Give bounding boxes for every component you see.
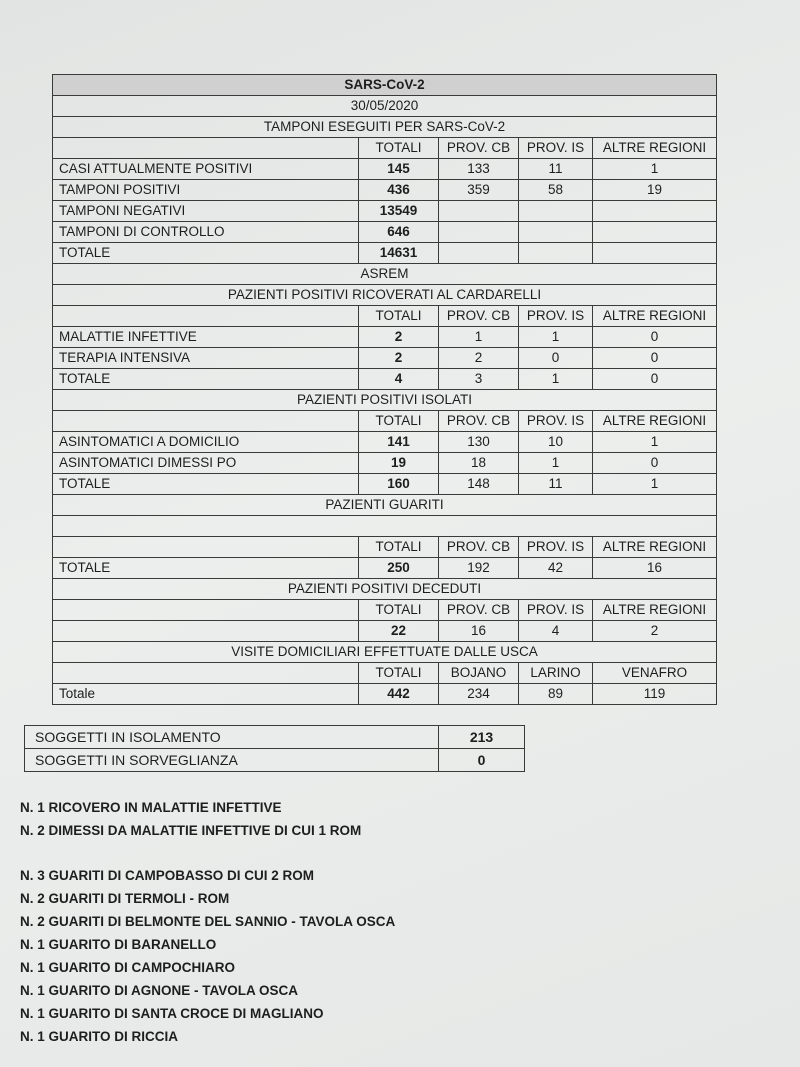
col-prov-is: PROV. IS xyxy=(519,537,593,558)
note-line: N. 3 GUARITI DI CAMPOBASSO DI CUI 2 ROM xyxy=(20,868,315,883)
note-line: N. 1 GUARITO DI AGNONE - TAVOLA OSCA xyxy=(20,983,299,998)
ricoverati-header: PAZIENTI POSITIVI RICOVERATI AL CARDARELLI xyxy=(53,285,717,306)
value-prov-cb xyxy=(439,201,519,222)
value-altre: 1 xyxy=(593,159,717,180)
report-title: SARS-CoV-2 xyxy=(53,75,717,96)
value-prov-cb: 148 xyxy=(439,474,519,495)
tamponi-header: TAMPONI ESEGUITI PER SARS-CoV-2 xyxy=(53,117,717,138)
col-altre-regioni: ALTRE REGIONI xyxy=(593,138,717,159)
row-label: TAMPONI NEGATIVI xyxy=(53,201,359,222)
col-prov-cb: PROV. CB xyxy=(439,306,519,327)
row-label: TERAPIA INTENSIVA xyxy=(53,348,359,369)
value-prov-cb: 192 xyxy=(439,558,519,579)
note-line: N. 1 GUARITO DI BARANELLO xyxy=(20,937,217,952)
row-label: SOGGETTI IN ISOLAMENTO xyxy=(25,726,439,749)
value-isolamento: 213 xyxy=(439,726,525,749)
soggetti-table xyxy=(24,725,525,772)
row-label: TOTALE xyxy=(53,558,359,579)
section-header xyxy=(53,117,717,138)
report-date: 30/05/2020 xyxy=(53,96,717,117)
value-larino: 89 xyxy=(519,684,593,705)
table-row xyxy=(53,474,717,495)
value-prov-cb: 2 xyxy=(439,348,519,369)
title-row xyxy=(53,75,717,96)
value-totali: 2 xyxy=(359,348,439,369)
value-prov-is: 10 xyxy=(519,432,593,453)
note-line: N. 1 GUARITO DI RICCIA xyxy=(20,1029,179,1044)
value-prov-is: 0 xyxy=(519,348,593,369)
section-header xyxy=(53,390,717,411)
col-totali: TOTALI xyxy=(359,663,439,684)
column-header-row xyxy=(53,600,717,621)
value-prov-is: 11 xyxy=(519,474,593,495)
blank-cell xyxy=(53,516,717,537)
usca-header: VISITE DOMICILIARI EFFETTUATE DALLE USCA xyxy=(53,642,717,663)
value-altre: 1 xyxy=(593,474,717,495)
col-totali: TOTALI xyxy=(359,138,439,159)
col-totali: TOTALI xyxy=(359,306,439,327)
value-totali: 145 xyxy=(359,159,439,180)
column-header-row xyxy=(53,537,717,558)
value-prov-cb: 359 xyxy=(439,180,519,201)
value-totali: 160 xyxy=(359,474,439,495)
table-row xyxy=(53,432,717,453)
blank-cell xyxy=(53,306,359,327)
note-line: N. 2 DIMESSI DA MALATTIE INFETTIVE DI CUI 1 ROM xyxy=(20,823,362,838)
section-header xyxy=(53,579,717,600)
note-line: N. 1 GUARITO DI SANTA CROCE DI MAGLIANO xyxy=(20,1006,324,1021)
value-totali: 646 xyxy=(359,222,439,243)
column-header-row xyxy=(53,306,717,327)
row-label: TAMPONI DI CONTROLLO xyxy=(53,222,359,243)
value-totali: 13549 xyxy=(359,201,439,222)
value-prov-is: 1 xyxy=(519,453,593,474)
value-prov-is: 42 xyxy=(519,558,593,579)
col-bojano: BOJANO xyxy=(439,663,519,684)
value-prov-is: 58 xyxy=(519,180,593,201)
report-sheet xyxy=(52,74,716,705)
value-prov-is: 11 xyxy=(519,159,593,180)
value-totali: 19 xyxy=(359,453,439,474)
table-row xyxy=(53,558,717,579)
value-totali: 22 xyxy=(359,621,439,642)
value-altre: 2 xyxy=(593,621,717,642)
table-row xyxy=(53,180,717,201)
note-line: N. 2 GUARITI DI TERMOLI - ROM xyxy=(20,891,230,906)
row-label: TOTALE xyxy=(53,474,359,495)
col-altre-regioni: ALTRE REGIONI xyxy=(593,600,717,621)
note-line: N. 2 GUARITI DI BELMONTE DEL SANNIO - TAVOLA OSCA xyxy=(20,914,396,929)
table-row xyxy=(53,348,717,369)
section-header xyxy=(53,264,717,285)
table-row xyxy=(53,222,717,243)
value-prov-cb xyxy=(439,243,519,264)
row-label: ASINTOMATICI DIMESSI PO xyxy=(53,453,359,474)
deceduti-header: PAZIENTI POSITIVI DECEDUTI xyxy=(53,579,717,600)
value-prov-cb: 3 xyxy=(439,369,519,390)
value-sorveglianza: 0 xyxy=(439,749,525,772)
value-altre: 0 xyxy=(593,453,717,474)
section-header xyxy=(53,285,717,306)
column-header-row xyxy=(53,138,717,159)
value-altre: 16 xyxy=(593,558,717,579)
col-prov-cb: PROV. CB xyxy=(439,411,519,432)
value-altre: 0 xyxy=(593,369,717,390)
value-totali: 436 xyxy=(359,180,439,201)
value-totali: 442 xyxy=(359,684,439,705)
table-row xyxy=(53,201,717,222)
value-prov-is xyxy=(519,201,593,222)
table-row xyxy=(53,243,717,264)
col-altre-regioni: ALTRE REGIONI xyxy=(593,411,717,432)
table-row xyxy=(25,749,525,772)
col-prov-cb: PROV. CB xyxy=(439,600,519,621)
col-altre-regioni: ALTRE REGIONI xyxy=(593,537,717,558)
col-altre-regioni: ALTRE REGIONI xyxy=(593,306,717,327)
value-altre: 0 xyxy=(593,327,717,348)
isolati-header: PAZIENTI POSITIVI ISOLATI xyxy=(53,390,717,411)
note-line: N. 1 RICOVERO IN MALATTIE INFETTIVE xyxy=(20,800,282,815)
value-prov-cb: 18 xyxy=(439,453,519,474)
col-totali: TOTALI xyxy=(359,600,439,621)
table-row xyxy=(53,159,717,180)
col-larino: LARINO xyxy=(519,663,593,684)
value-bojano: 234 xyxy=(439,684,519,705)
date-row xyxy=(53,96,717,117)
value-altre: 1 xyxy=(593,432,717,453)
section-header xyxy=(53,495,717,516)
value-totali: 141 xyxy=(359,432,439,453)
blank-cell xyxy=(53,663,359,684)
notes-gap xyxy=(20,842,780,864)
row-label: TOTALE xyxy=(53,369,359,390)
value-prov-is xyxy=(519,243,593,264)
row-label xyxy=(53,621,359,642)
asrem-label: ASREM xyxy=(53,264,717,285)
col-prov-is: PROV. IS xyxy=(519,600,593,621)
col-prov-is: PROV. IS xyxy=(519,138,593,159)
value-altre: 0 xyxy=(593,348,717,369)
value-prov-is: 1 xyxy=(519,327,593,348)
value-prov-cb: 130 xyxy=(439,432,519,453)
table-row xyxy=(53,621,717,642)
col-prov-cb: PROV. CB xyxy=(439,537,519,558)
value-prov-is: 4 xyxy=(519,621,593,642)
value-prov-cb xyxy=(439,222,519,243)
value-altre xyxy=(593,222,717,243)
blank-cell xyxy=(53,138,359,159)
value-prov-cb: 1 xyxy=(439,327,519,348)
col-venafro: VENAFRO xyxy=(593,663,717,684)
value-venafro: 119 xyxy=(593,684,717,705)
row-label: TAMPONI POSITIVI xyxy=(53,180,359,201)
table-row xyxy=(53,327,717,348)
col-prov-is: PROV. IS xyxy=(519,411,593,432)
blank-cell xyxy=(53,600,359,621)
row-label: CASI ATTUALMENTE POSITIVI xyxy=(53,159,359,180)
value-totali: 4 xyxy=(359,369,439,390)
guariti-header: PAZIENTI GUARITI xyxy=(53,495,717,516)
row-label: MALATTIE INFETTIVE xyxy=(53,327,359,348)
col-prov-is: PROV. IS xyxy=(519,306,593,327)
value-prov-cb: 16 xyxy=(439,621,519,642)
value-prov-cb: 133 xyxy=(439,159,519,180)
value-totali: 14631 xyxy=(359,243,439,264)
report-table xyxy=(52,74,717,705)
value-totali: 250 xyxy=(359,558,439,579)
table-row xyxy=(53,453,717,474)
value-altre xyxy=(593,201,717,222)
value-altre: 19 xyxy=(593,180,717,201)
row-label: Totale xyxy=(53,684,359,705)
col-totali: TOTALI xyxy=(359,411,439,432)
table-row xyxy=(53,684,717,705)
col-prov-cb: PROV. CB xyxy=(439,138,519,159)
table-row xyxy=(25,726,525,749)
row-label: ASINTOMATICI A DOMICILIO xyxy=(53,432,359,453)
note-line: N. 1 GUARITO DI CAMPOCHIARO xyxy=(20,960,236,975)
value-totali: 2 xyxy=(359,327,439,348)
column-header-row xyxy=(53,411,717,432)
notes-section xyxy=(20,796,780,1048)
column-header-row xyxy=(53,663,717,684)
empty-row xyxy=(53,516,717,537)
value-prov-is: 1 xyxy=(519,369,593,390)
table-row xyxy=(53,369,717,390)
value-altre xyxy=(593,243,717,264)
blank-cell xyxy=(53,411,359,432)
col-totali: TOTALI xyxy=(359,537,439,558)
row-label: TOTALE xyxy=(53,243,359,264)
section-header xyxy=(53,642,717,663)
value-prov-is xyxy=(519,222,593,243)
row-label: SOGGETTI IN SORVEGLIANZA xyxy=(25,749,439,772)
blank-cell xyxy=(53,537,359,558)
